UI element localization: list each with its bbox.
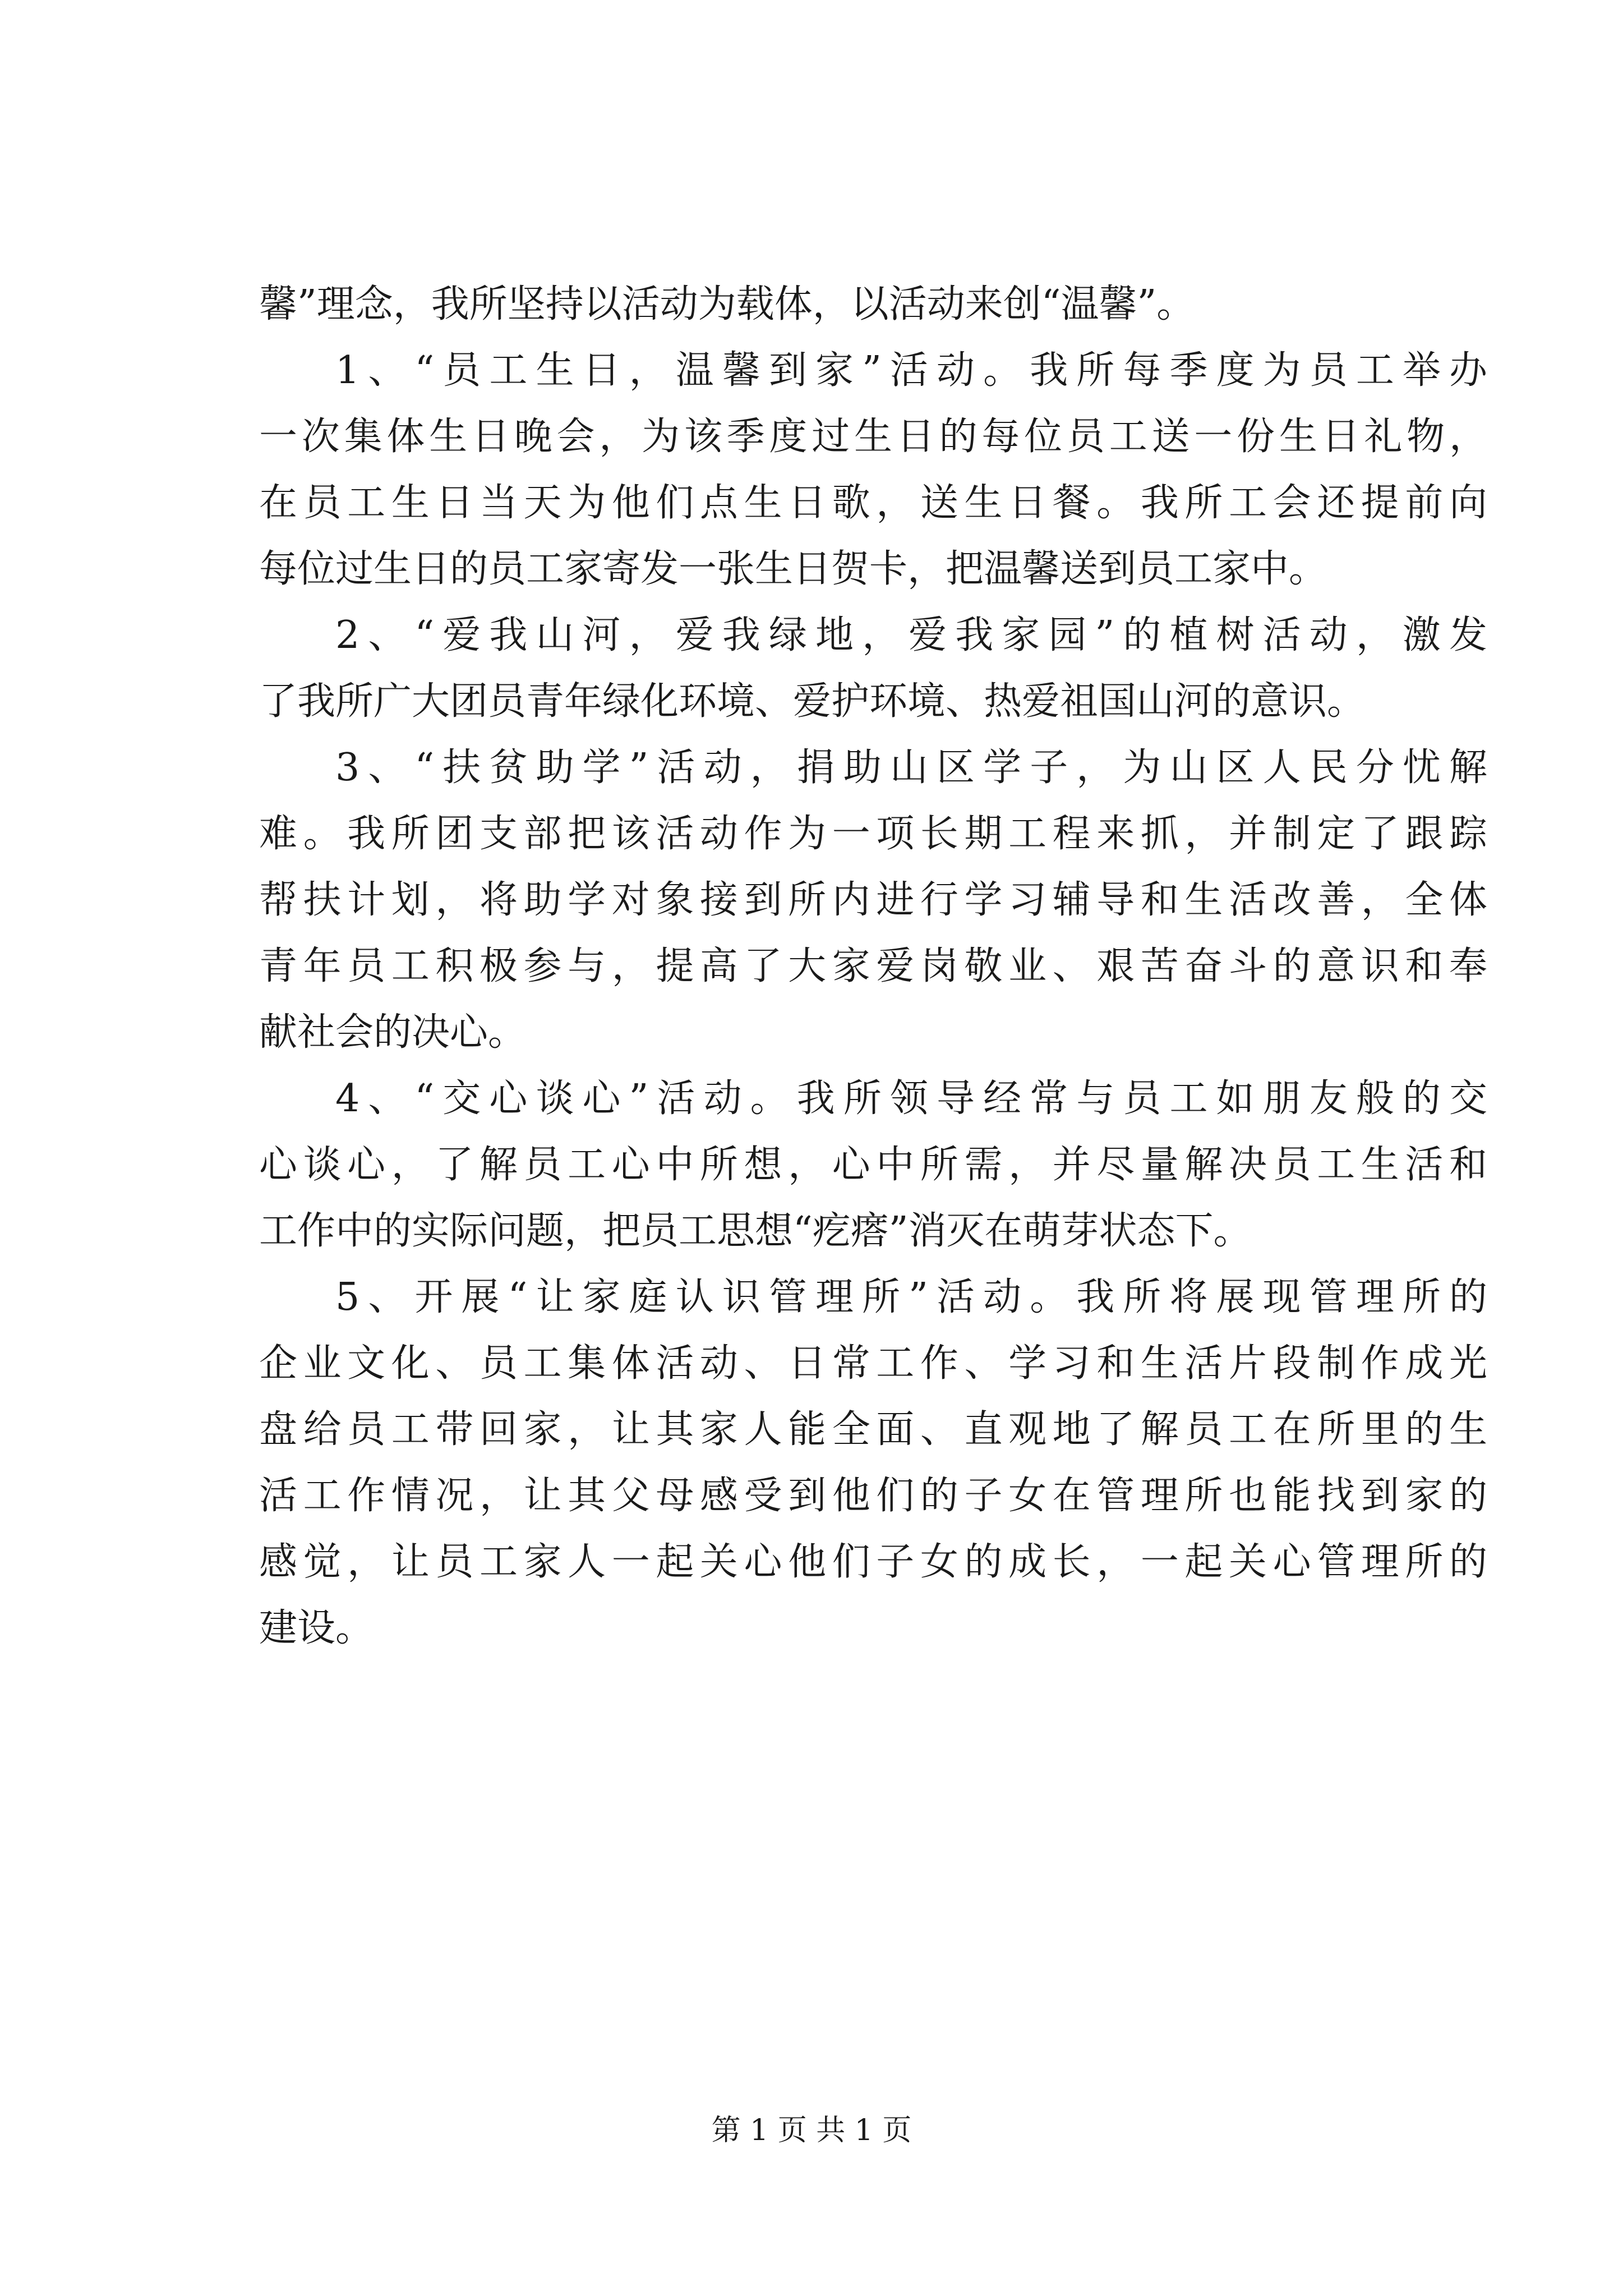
text-line: 每位过生日的员工家寄发一张生日贺卡，把温馨送到员工家中。 xyxy=(259,547,1327,591)
text-line: 盘给员工带回家，让其家人能全面、直观地了解员工在所里的生 xyxy=(259,1407,1487,1452)
text-line: 2、“爱我山河，爱我绿地，爱我家园”的植树活动，激发 xyxy=(335,613,1487,657)
text-line: 在员工生日当天为他们点生日歌，送生日餐。我所工会还提前向 xyxy=(259,481,1487,525)
text-line: 活工作情况，让其父母感受到他们的子女在管理所也能找到家的 xyxy=(259,1474,1487,1518)
text-line: 青年员工积极参与，提高了大家爱岗敬业、艰苦奋斗的意识和奉 xyxy=(259,944,1487,988)
text-line: 了我所广大团员青年绿化环境、爱护环境、热爱祖国山河的意识。 xyxy=(259,679,1366,724)
text-line: 帮扶计划，将助学对象接到所内进行学习辅导和生活改善，全体 xyxy=(259,878,1487,922)
text-line: 心谈心，了解员工心中所想，心中所需，并尽量解决员工生活和 xyxy=(259,1143,1487,1187)
text-line: 馨”理念，我所坚持以活动为载体，以活动来创“温馨”。 xyxy=(259,282,1195,326)
text-line: 5、开展“让家庭认识管理所”活动。我所将展现管理所的 xyxy=(335,1275,1487,1319)
document-body xyxy=(259,272,1487,1662)
text-line: 献社会的决心。 xyxy=(259,1010,527,1055)
text-line: 企业文化、员工集体活动、日常工作、学习和生活片段制作成光 xyxy=(259,1341,1487,1386)
page-footer: 第 1 页 共 1 页 xyxy=(711,2114,912,2147)
text-line: 4、“交心谈心”活动。我所领导经常与员工如朋友般的交 xyxy=(335,1076,1487,1121)
text-line: 难。我所团支部把该活动作为一项长期工程来抓，并制定了跟踪 xyxy=(259,812,1487,856)
text-line: 1、“员工生日，温馨到家”活动。我所每季度为员工举办 xyxy=(335,348,1487,393)
text-line: 建设。 xyxy=(259,1606,374,1650)
text-line: 一次集体生日晚会，为该季度过生日的每位员工送一份生日礼物， xyxy=(259,415,1487,459)
text-line: 感觉，让员工家人一起关心他们子女的成长，一起关心管理所的 xyxy=(259,1540,1487,1584)
text-line: 工作中的实际问题，把员工思想“疙瘩”消灭在萌芽状态下。 xyxy=(259,1209,1252,1253)
text-line: 3、“扶贫助学”活动，捐助山区学子，为山区人民分忧解 xyxy=(335,746,1487,790)
